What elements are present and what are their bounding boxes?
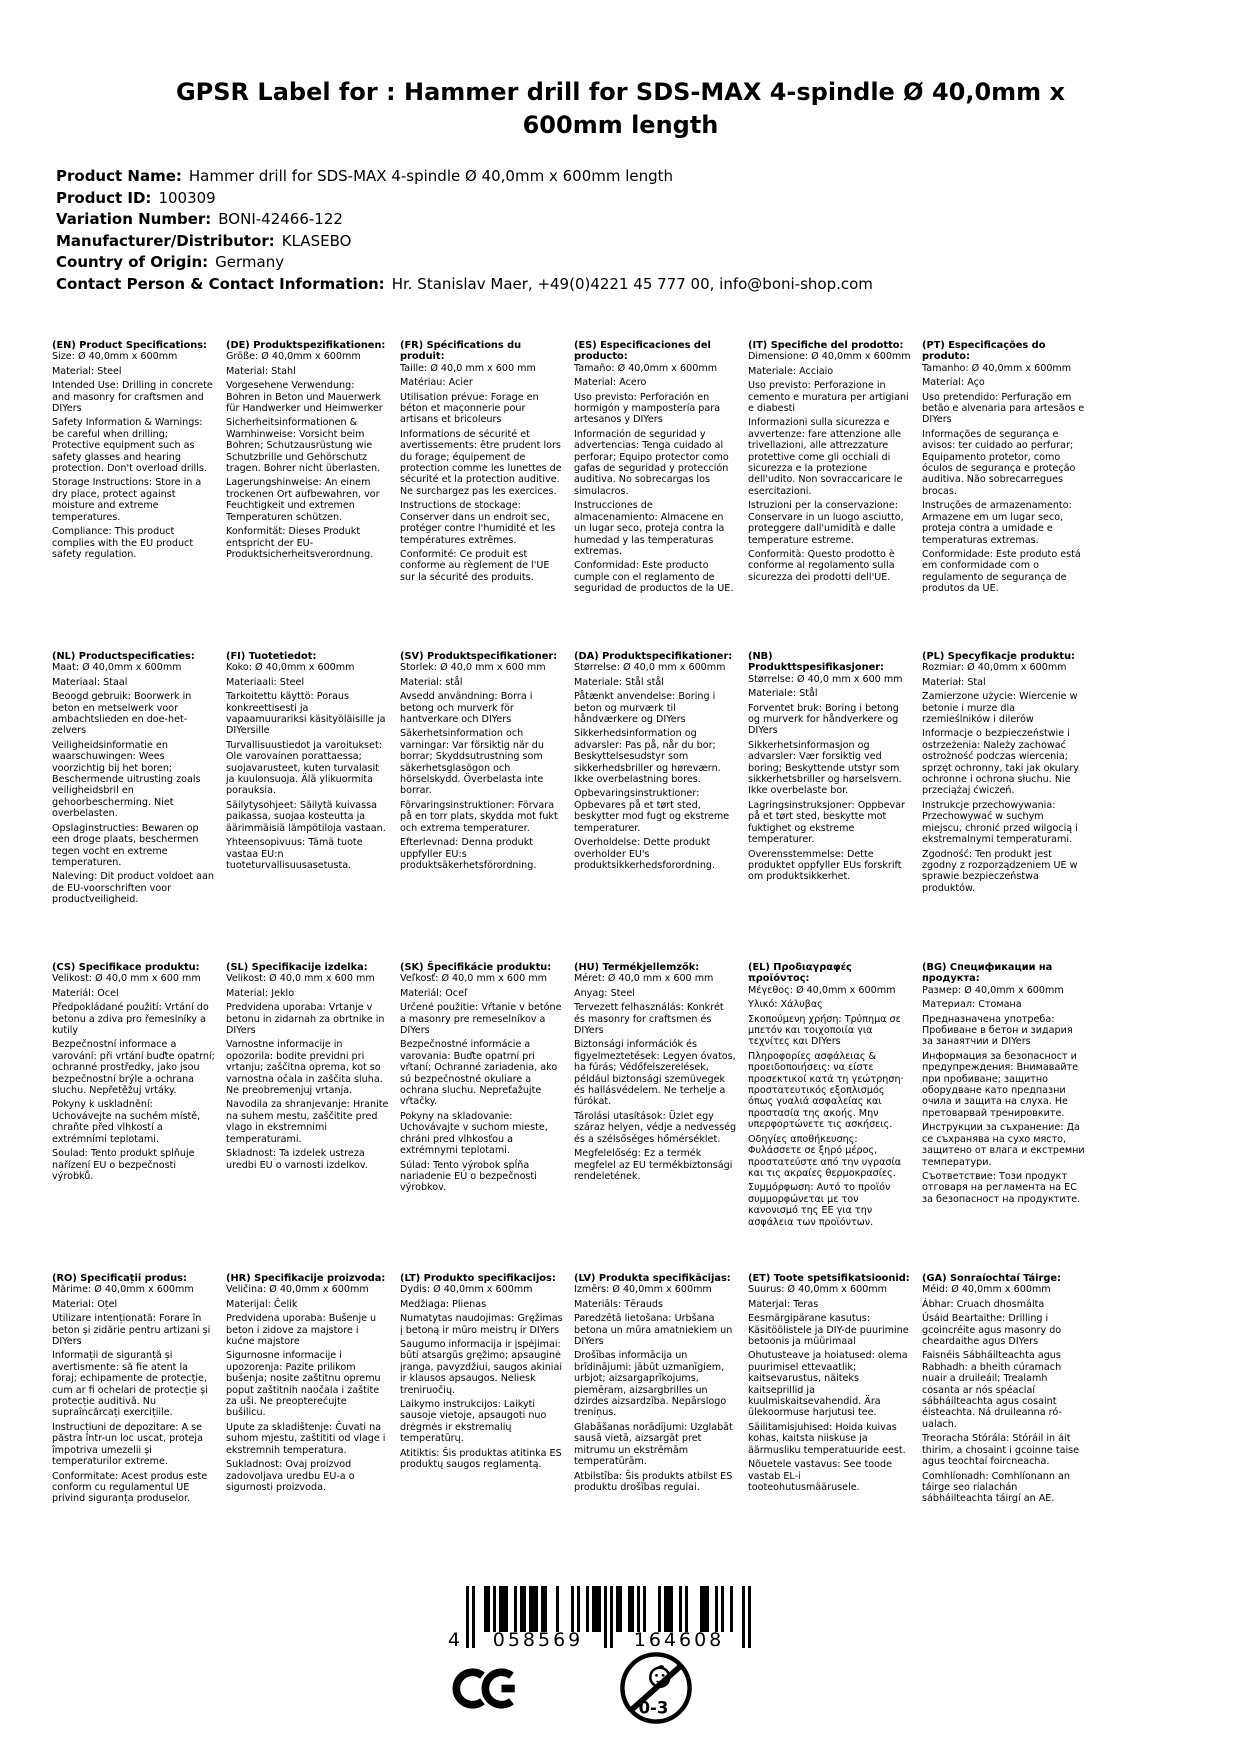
spec-paragraph: Lagerungshinweise: An einem trockenen Ort aufbewahren, vor Feuchtigkeit und extremen Temperaturen schützen.: [226, 477, 380, 523]
spec-paragraph: Skladnost: Ta izdelek ustreza uredbi EU o varnosti izdelkov.: [226, 1148, 368, 1171]
spec-paragraph: Materijal: Čelik: [226, 1298, 298, 1310]
spec-paragraph: Информация за безопасност и предупреждения: Внимавайте при пробиване; защитно оборудване като предпазни очила и защита на слуха. Не претоварвай тренировките.: [922, 1050, 1079, 1119]
spec-paragraph: Størrelse: Ø 40,0 mm x 600 mm: [748, 673, 903, 685]
language-block-lt: [400, 1273, 563, 1584]
spec-paragraph: Materiale: Acciaio: [748, 365, 834, 377]
language-block-ga: [922, 1273, 1085, 1584]
field-value: Hammer drill for SDS-MAX 4-spindle Ø 40,0mm x 600mm length: [188, 167, 674, 185]
language-block-nl: [52, 651, 215, 962]
spec-paragraph: Určené použitie: Vŕtanie v betóne a masonry pre remeselníkov a DIYers: [400, 1002, 562, 1037]
spec-title: (SK) Špecifikácie produktu:: [400, 962, 552, 973]
spec-paragraph: Utilisation prévue: Forage en béton et maçonnerie pour artisans et bricoleurs: [400, 391, 539, 426]
spec-paragraph: Utilizare intenționată: Forare în beton și zidărie pentru artizani și DIYers: [52, 1313, 211, 1348]
spec-paragraph: Yhteensopivuus: Tämä tuote vastaa EU:n tuoteturvallisuusasetusta.: [226, 837, 363, 871]
spec-paragraph: Sikkerhetsinformasjon og advarsler: Vær forsiktig ved boring; Beskyttende utstyr som sikkerhetsbriller og hørselsvern. Ikke overbelaste bor.: [748, 739, 902, 797]
product-info-row: [56, 231, 873, 253]
language-block-bg: [922, 962, 1085, 1273]
field-value: BONI-42466-122: [218, 210, 343, 228]
spec-paragraph: Nõuetele vastavus: See toode vastab EL-i tooteohutusmäärusele.: [748, 1459, 892, 1493]
spec-paragraph: Súlad: Tento výrobok spĺňa nariadenie EÚ o bezpečnosti výrobkov.: [400, 1159, 537, 1194]
ean-barcode: [436, 1586, 756, 1656]
spec-paragraph: Laikymo instrukcijos: Laikyti sausoje vietoje, apsaugoti nuo drėgmės ir ekstremalių temperatūrų.: [400, 1399, 547, 1445]
spec-title: (HU) Termékjellemzők:: [574, 962, 700, 973]
language-block-de: [226, 340, 389, 651]
spec-title: (IT) Specifiche del prodotto:: [748, 340, 904, 351]
spec-paragraph: Material: stål: [400, 676, 463, 688]
spec-paragraph: Material: Acero: [574, 377, 647, 389]
spec-paragraph: Istruzioni per la conservazione: Conservare in un luogo asciutto, proteggere dall'umidità e dalle temperature estreme.: [748, 500, 904, 546]
spec-paragraph: Conformité: Ce produit est conforme au règlement de l'UE sur la sécurité des produits.: [400, 548, 550, 583]
spec-paragraph: Material: Stahl: [226, 365, 296, 377]
spec-paragraph: Comhlíonadh: Comhlíonann an táirge seo rialachán sábháilteachta táirgí an AE.: [922, 1470, 1070, 1505]
spec-title: (FI) Tuotetiedot:: [226, 651, 317, 662]
spec-paragraph: Biztonsági információk és figyelmeztetések: Legyen óvatos, ha fúrás; Védőfelszerelések, például biztonsági szemüvegek és hallásvédelem. Ne terhelje a fúrókat.: [574, 1039, 736, 1108]
spec-paragraph: Οδηγίες αποθήκευσης: Φυλάσσετε σε ξηρό μέρος, προστατεύστε από την υγρασία και τις ακραίες θερμοκρασίες.: [748, 1133, 902, 1179]
field-value: Germany: [215, 253, 285, 271]
spec-paragraph: Veľkosť: Ø 40,0 mm x 600 mm: [400, 973, 547, 985]
spec-title: (HR) Specifikacije proizvoda:: [226, 1273, 386, 1284]
spec-paragraph: Soulad: Tento produkt splňuje nařízení EU o bezpečnosti výrobků.: [52, 1148, 195, 1182]
barcode-digits-group2: 164608: [633, 1629, 725, 1651]
spec-paragraph: Πληροφορίες ασφάλειας & προειδοποιήσεις: να είστε προσεκτικοί κατά τη γεώτρηση· προστατευτικός εξοπλισμός όπως γυαλιά ασφαλείας και προστασία της ακοής. Μην υπερφορτώνετε τις ασκήσεις.: [748, 1050, 904, 1131]
spec-paragraph: Konformität: Dieses Produkt entspricht der EU-Produktsicherheitsverordnung.: [226, 526, 374, 560]
spec-paragraph: Efterlevnad: Denna produkt uppfyller EU:s produktsäkerhetsförordning.: [400, 837, 537, 871]
spec-paragraph: Materiał: Stal: [922, 676, 986, 688]
spec-paragraph: Инструкции за съхранение: Да се съхранява на сухо място, защитено от влага и екстремни температури.: [922, 1122, 1085, 1168]
product-info-row: [56, 209, 873, 231]
spec-title: (EL) Προδιαγραφές προϊόντος:: [748, 962, 852, 985]
spec-title: (SV) Produktspecifikationer:: [400, 651, 558, 662]
spec-paragraph: Veiligheidsinformatie en waarschuwingen: Wees voorzichtig bij het boren; Beschermende uitrusting zoals veiligheidsbril en gehoorbescherming. Niet overbelasten.: [52, 739, 201, 820]
spec-paragraph: Material: Aço: [922, 377, 985, 389]
spec-paragraph: Drošības informācija un brīdinājumi: jābūt uzmanīgiem, urbjot; aizsargaprīkojums, piemēram, aizsargbrilles un dzirdes aizsardzība. Nepārslogo treniņus.: [574, 1350, 727, 1419]
language-block-hu: [574, 962, 737, 1273]
spec-paragraph: Conformidad: Este producto cumple con el reglamento de seguridad de productos de la UE.: [574, 560, 734, 595]
spec-paragraph: Conformità: Questo prodotto è conforme al regolamento sulla sicurezza dei prodotti dell'UE.: [748, 548, 895, 583]
spec-paragraph: Sukladnost: Ovaj proizvod zadovoljava uredbu EU-a o sigurnosti proizvoda.: [226, 1459, 355, 1493]
spec-paragraph: Sicherheitsinformationen & Warnhinweise: Vorsicht beim Bohren; Schutzausrüstung wie Schutzbrille und Gehörschutz tragen. Bohrer nicht überlasten.: [226, 417, 381, 475]
spec-title: (RO) Specificații produs:: [52, 1273, 187, 1284]
spec-paragraph: Conformidade: Este produto está em conformidade com o regulamento de segurança de produtos da UE.: [922, 548, 1081, 595]
language-block-pt: [922, 340, 1085, 651]
language-block-cs: [52, 962, 215, 1273]
field-value: KLASEBO: [281, 231, 352, 250]
spec-paragraph: Informazioni sulla sicurezza e avvertenze: fare attenzione alle trivellazioni, alle attrezzature protettive come gli occhiali di sicurezza e la protezione dell'udito. Non sovraccaricare le esercitazioni.: [748, 417, 903, 497]
age-warning-0-3-icon: [618, 1650, 694, 1730]
spec-paragraph: Instructions de stockage: Conserver dans un endroit sec, protéger contre l'humidité et les températures extrêmes.: [400, 500, 556, 546]
language-block-it: [748, 340, 911, 651]
spec-paragraph: Forventet bruk: Boring i betong og murverk for håndverkere og DIYers: [748, 702, 899, 737]
spec-paragraph: Zgodność: Ten produkt jest zgodny z rozporządzeniem UE w sprawie bezpieczeństwa produktów.: [922, 848, 1078, 894]
spec-paragraph: Naleving: Dit product voldoet aan de EU-voorschriften voor productveiligheid.: [52, 871, 214, 906]
barcode-digit-left: 4: [447, 1629, 460, 1651]
spec-paragraph: Materiale: Stål stål: [574, 676, 664, 688]
spec-paragraph: Lagringsinstruksjoner: Oppbevar på et tørt sted, beskytte mot fuktighet og ekstreme temperaturer.: [748, 799, 905, 846]
product-info: [56, 166, 873, 295]
spec-paragraph: Påtænkt anvendelse: Boring i beton og murværk til håndværkere og DIYers: [574, 691, 716, 726]
spec-paragraph: Paredzētā lietošana: Urbšana betona un mūra amatniekiem un DIYers: [574, 1313, 733, 1348]
language-block-sv: [400, 651, 563, 962]
spec-paragraph: Informacje o bezpieczeństwie i ostrzeżenia: Należy zachować ostrożność podczas wiercenia; sprzęt ochronny, taki jak okulary ochronne i ochrona słuchu. Nie przeciążaj ćwiczeń.: [922, 728, 1079, 797]
spec-paragraph: Předpokládané použití: Vrtání do betonu a zdiva pro řemeslníky a kutily: [52, 1002, 209, 1037]
spec-paragraph: Uso previsto: Perforación en hormigón y mampostería para artesanos y DIYers: [574, 391, 721, 426]
spec-paragraph: Koko: Ø 40,0mm x 600mm: [226, 662, 355, 674]
spec-paragraph: Velikost: Ø 40,0 mm x 600 mm: [52, 973, 201, 985]
spec-paragraph: Safety Information & Warnings: be careful when drilling; Protective equipment such as safety glasses and hearing protection. Don't overload drills.: [52, 417, 207, 475]
spec-paragraph: Pokyny na skladovanie: Uchovávajte v suchom mieste, chráni pred vlhkosťou a extrémnymi teplotami.: [400, 1110, 548, 1157]
spec-title: (EN) Product Specifications:: [52, 340, 207, 351]
spec-paragraph: Materiaal: Staal: [52, 676, 128, 688]
spec-paragraph: Съответствие: Този продукт отговаря на регламента на ЕС за безопасност на продуктите.: [922, 1170, 1081, 1205]
language-block-da: [574, 651, 737, 962]
language-block-fr: [400, 340, 563, 651]
spec-paragraph: Materiale: Stål: [748, 688, 818, 700]
spec-paragraph: Materiaali: Steel: [226, 676, 305, 688]
field-label: Manufacturer/Distributor:: [56, 231, 275, 250]
spec-paragraph: Megfelelőség: Ez a termék megfelel az EU termékbiztonsági rendeletének.: [574, 1148, 733, 1182]
spec-paragraph: Bezpečnostné informácie a varovania: Buďte opatrní pri vŕtaní; Ochranné zariadenia, ako sú bezpečnostné okuliare a ochrana sluchu. Nepreťažujte vŕtačky.: [400, 1039, 558, 1108]
product-info-row: [56, 166, 873, 188]
spec-title: (LT) Produkto specifikacijos:: [400, 1273, 556, 1284]
spec-paragraph: Izmērs: Ø 40,0mm x 600mm: [574, 1284, 712, 1296]
spec-title: (ES) Especificaciones del producto:: [574, 340, 711, 363]
spec-paragraph: Ohutusteave ja hoiatused: olema puurimisel ettevaatlik; kaitsevarustus, näiteks kaitseprillid ja kuulmiskaitsevahendid. Ära ülekoormuse harjutusi tee.: [748, 1350, 908, 1419]
spec-paragraph: Opbevaringsinstruktioner: Opbevares på et tørt sted, beskytter mod fugt og ekstreme temperaturer.: [574, 788, 730, 834]
spec-paragraph: Información de seguridad y advertencias: Tenga cuidado al perforar; Equipo protector como gafas de seguridad y protección auditiva. No sobrecargas los simulacros.: [574, 428, 729, 497]
language-block-sl: [226, 962, 389, 1273]
spec-paragraph: Maat: Ø 40,0mm x 600mm: [52, 662, 182, 674]
spec-paragraph: Upute za skladištenje: Čuvati na suhom mjestu, zaštititi od vlage i ekstremnih temperatura.: [226, 1421, 386, 1456]
spec-paragraph: Sikkerhedsinformation og advarsler: Pas på, når du bor; Beskyttelsesudstyr som sikkerhedsbriller og høreværn. Ikke overbelastning bores.: [574, 728, 721, 786]
spec-paragraph: Turvallisuustiedot ja varoitukset: Ole varovainen porattaessa; suojavarusteet, kuten turvalasit ja kuulonsuoja. Älä ylikuormita porauksia.: [226, 739, 382, 797]
spec-paragraph: Úsáid Beartaithe: Drilling i gcoincréite agus masonry do cheardaithe agus DIYers: [922, 1313, 1062, 1348]
spec-paragraph: Beoogd gebruik: Boorwerk in beton en metselwerk voor ambachtslieden en doe-het-zelvers: [52, 691, 192, 737]
spec-paragraph: Instrucciones de almacenamiento: Almacene en un lugar seco, proteja contra la humedad y las temperaturas extremas.: [574, 500, 725, 557]
spec-paragraph: Material: Steel: [52, 365, 122, 377]
spec-paragraph: Compliance: This product complies with the EU product safety regulation.: [52, 526, 194, 560]
field-label: Contact Person & Contact Information:: [56, 274, 385, 293]
spec-title: (LV) Produkta specifikācijas:: [574, 1273, 731, 1284]
spec-paragraph: Instrukcje przechowywania: Przechowywać w suchym miejscu, chronić przed wilgocią i ekstremalnymi temperaturami.: [922, 799, 1078, 846]
spec-paragraph: Tarkoitettu käyttö: Poraus konkreettisesti ja vapaamuurariksi käsityöläisille ja DIYersille: [226, 691, 386, 737]
language-block-sk: [400, 962, 563, 1273]
field-label: Product ID:: [56, 188, 152, 207]
spec-paragraph: Tervezett felhasználás: Konkrét és masonry for craftsmen és DIYers: [574, 1002, 724, 1037]
spec-paragraph: Intended Use: Drilling in concrete and masonry for craftsmen and DIYers: [52, 380, 213, 415]
spec-paragraph: Dimensione: Ø 40,0mm x 600mm: [748, 351, 911, 363]
language-block-en: [52, 340, 215, 651]
spec-paragraph: Atitiktis: Šis produktas atitinka ES produktų saugos reglamentą.: [400, 1447, 562, 1471]
spec-paragraph: Tamaño: Ø 40,0mm x 600mm: [574, 362, 718, 374]
spec-paragraph: Avsedd användning: Borra i betong och murverk för hantverkare och DIYers: [400, 691, 533, 726]
spec-paragraph: Veličina: Ø 40,0mm x 600mm: [226, 1284, 369, 1296]
spec-paragraph: Predvidena uporaba: Vrtanje v betonu in zidarnah za obrtnike in DIYers: [226, 1002, 385, 1037]
spec-paragraph: Sigurnosne informacije i upozorenja: Pazite prilikom bušenja; nosite zaštitnu opremu poput zaštitnih naočala i zaštite za uši. Ne preopterećujte bušilicu.: [226, 1350, 381, 1419]
spec-paragraph: Matériau: Acier: [400, 377, 473, 389]
spec-paragraph: Materiál: Ocel: [52, 987, 119, 999]
spec-paragraph: Tárolási utasítások: Üzlet egy száraz helyen, védje a nedvesség és a szélsőséges hőmérséklet.: [574, 1110, 737, 1145]
spec-paragraph: Zamierzone użycie: Wiercenie w betonie i murze dla rzemieślników i dilerów: [922, 691, 1078, 726]
language-block-pl: [922, 651, 1085, 962]
spec-paragraph: Μέγεθος: Ø 40,0mm x 600mm: [748, 984, 896, 996]
spec-paragraph: Informations de sécurité et avertissements: être prudent lors du forage; équipement de protection comme les lunettes de sécurité et la protection auditive. Ne surchargez pas les exercices.: [400, 428, 562, 497]
spec-paragraph: Instrucțiuni de depozitare: A se păstra într-un loc uscat, proteja împotriva umezelii și temperaturilor extreme.: [52, 1421, 203, 1468]
spec-paragraph: Υλικό: Χάλυβας: [748, 999, 823, 1011]
spec-paragraph: Informações de segurança e avisos: ter cuidado ao perfurar; Equipamento protetor, como óculos de segurança e proteção auditiva. Não sobrecarregues brocas.: [922, 428, 1076, 497]
spec-paragraph: Opslaginstructies: Bewaren op een droge plaats, beschermen tegen vocht en extreme temperaturen.: [52, 822, 199, 868]
language-block-lv: [574, 1273, 737, 1584]
spec-paragraph: Navodila za shranjevanje: Hranite na suhem mestu, zaščitite pred vlago in ekstremnimi temperaturami.: [226, 1099, 389, 1145]
spec-paragraph: Предназначена употреба: Пробиване в бетон и зидария за занаятчии и DIYers: [922, 1013, 1073, 1048]
spec-paragraph: Materjal: Teras: [748, 1298, 819, 1310]
spec-paragraph: Размер: Ø 40,0mm x 600mm: [922, 984, 1064, 996]
spec-paragraph: Materiāls: Tērauds: [574, 1298, 664, 1310]
spec-paragraph: Conformitate: Acest produs este conform cu regulamentul UE privind siguranța produselor.: [52, 1470, 208, 1505]
spec-paragraph: Méret: Ø 40,0 mm x 600 mm: [574, 973, 714, 985]
spec-title: (BG) Спецификации на продукта:: [922, 962, 1053, 985]
spec-paragraph: Uso pretendido: Perfuração em betão e alvenaria para artesãos e DIYers: [922, 391, 1085, 426]
spec-paragraph: Varnostne informacije in opozorila: bodite previdni pri vrtanju; zaščitna oprema, kot so varnostna očala in zaščita sluha. Ne preobremenjuj vrtanja.: [226, 1039, 383, 1097]
spec-paragraph: Dydis: Ø 40,0mm x 600mm: [400, 1284, 533, 1296]
field-label: Country of Origin:: [56, 253, 209, 271]
spec-paragraph: Material: Jeklo: [226, 987, 295, 999]
language-block-fi: [226, 651, 389, 962]
spec-paragraph: Instruções de armazenamento: Armazene em um lugar seco, proteja contra a umidade e temperaturas extremas.: [922, 500, 1072, 546]
language-grid: [52, 340, 1088, 1584]
spec-paragraph: Méid: Ø 40,0mm x 600mm: [922, 1284, 1051, 1296]
spec-paragraph: Saugumo informacija ir įspėjimai: būti atsargūs gręžimo; apsauginė įranga, pavyzdžiui, saugos akiniai ir klausos apsaugos. Neliesk treniruočių.: [400, 1339, 562, 1396]
spec-paragraph: Taille: Ø 40,0 mm x 600 mm: [400, 362, 536, 374]
language-block-hr: [226, 1273, 389, 1584]
spec-paragraph: Σκοπούμενη χρήση: Τρύπημα σε μπετόν και τοιχοποιία για τεχνίτες και DIYers: [748, 1013, 901, 1048]
spec-paragraph: Storlek: Ø 40,0 mm x 600 mm: [400, 662, 546, 674]
spec-paragraph: Säilitamisjuhised: Hoida kuivas kohas, kaitsta niiskuse ja äärmusliku temperatuuride eest.: [748, 1421, 906, 1456]
spec-paragraph: Material: Oțel: [52, 1298, 118, 1310]
product-info-row: [56, 188, 873, 210]
spec-paragraph: Materiál: Oceľ: [400, 987, 468, 999]
spec-paragraph: Συμμόρφωση: Αυτό το προϊόν συμμορφώνεται με τον κανονισμό της ΕΕ για την ασφάλεια των προϊόντων.: [748, 1182, 891, 1228]
spec-paragraph: Numatytas naudojimas: Gręžimas į betoną ir mūro meistrų ir DIYers: [400, 1313, 563, 1336]
field-value: 100309: [158, 188, 216, 207]
spec-title: (ET) Toote spetsifikatsioonid:: [748, 1273, 910, 1284]
spec-paragraph: Säilytysohjeet: Säilytä kuivassa paikassa, suojaa kosteutta ja äärimmäisiä lämpötiloja vastaan.: [226, 799, 386, 834]
spec-paragraph: Overensstemmelse: Dette produktet oppfyller EUs forskrift om produktsikkerhet.: [748, 848, 902, 883]
language-block-el: [748, 962, 911, 1273]
field-value: Hr. Stanislav Maer, +49(0)4221 45 777 00, info@boni-shop.com: [391, 274, 873, 293]
spec-paragraph: Rozmiar: Ø 40,0mm x 600mm: [922, 662, 1067, 674]
spec-paragraph: Glabāšanas norādījumi: Uzglabāt sausā vietā, aizsargāt pret mitrumu un ekstrēmām temperatūrām.: [574, 1421, 733, 1468]
spec-paragraph: Säkerhetsinformation och varningar: Var försiktig när du borrar; Skyddsutrustning som säkerhetsglasögon och hörselskydd. Överbelasta inte borrar.: [400, 728, 544, 797]
spec-paragraph: Материал: Стомана: [922, 999, 1022, 1011]
field-label: Product Name:: [56, 167, 182, 185]
product-info-row: [56, 274, 873, 296]
page-title: GPSR Label for : Hammer drill for SDS-MAX 4-spindle Ø 40,0mm x 600mm length: [175, 78, 1066, 140]
ce-mark-icon: [452, 1666, 522, 1715]
spec-paragraph: Medžiaga: Plienas: [400, 1298, 487, 1310]
spec-paragraph: Mărime: Ø 40,0mm x 600mm: [52, 1284, 194, 1296]
product-info-row: [56, 252, 873, 274]
spec-paragraph: Förvaringsinstruktioner: Förvara på en torr plats, skydda mot fukt och extrema temperaturer.: [400, 799, 558, 834]
spec-title: (DE) Produktspezifikationen:: [226, 340, 386, 351]
language-block-et: [748, 1273, 911, 1584]
language-block-nb: [748, 651, 911, 962]
spec-paragraph: Bezpečnostní informace a varování: při vrtání buďte opatrní; ochranné prostředky, jako jsou bezpečnostní brýle a ochrana sluchu. Nepřetěžuj vrtáky.: [52, 1039, 215, 1097]
spec-title: (NB) Produkttspesifikasjoner:: [748, 651, 884, 674]
spec-paragraph: Größe: Ø 40,0mm x 600mm: [226, 351, 361, 363]
spec-paragraph: Size: Ø 40,0mm x 600mm: [52, 351, 178, 363]
spec-paragraph: Overholdelse: Dette produkt overholder EU's produktsikkerhedsforordning.: [574, 837, 716, 871]
spec-title: (DA) Produktspecifikationer:: [574, 651, 733, 662]
spec-title: (GA) Sonraíochtaí Táirge:: [922, 1273, 1061, 1284]
spec-paragraph: Treoracha Stórála: Stóráil in áit thirim, a chosaint i gcoinne taise agus teochtaí foircneacha.: [922, 1433, 1080, 1468]
spec-paragraph: Informații de siguranță și avertismente: să fie atent la foraj; echipamente de protecție, cum ar fi ochelari de protecție și protecție auditivă. Nu supraîncărcați exercițiile.: [52, 1350, 208, 1419]
spec-title: (PT) Especificações do produto:: [922, 340, 1046, 363]
spec-title: (FR) Spécifications du produit:: [400, 340, 522, 363]
spec-paragraph: Predvidena uporaba: Bušenje u beton i zidove za majstore i kućne majstore: [226, 1313, 377, 1348]
spec-paragraph: Ábhar: Cruach dhosmálta: [922, 1298, 1045, 1310]
spec-title: (SL) Specifikacije izdelka:: [226, 962, 368, 973]
spec-paragraph: Tamanho: Ø 40,0mm x 600mm: [922, 362, 1072, 374]
field-label: Variation Number:: [56, 210, 212, 228]
spec-paragraph: Vorgesehene Verwendung: Bohren in Beton und Mauerwerk für Handwerker und Heimwerker: [226, 380, 383, 415]
spec-paragraph: Velikost: Ø 40,0 mm x 600 mm: [226, 973, 375, 985]
spec-paragraph: Uso previsto: Perforazione in cemento e muratura per artigiani e diabesti: [748, 380, 909, 415]
spec-title: (NL) Productspecificaties:: [52, 651, 195, 662]
spec-paragraph: Størrelse: Ø 40,0 mm x 600mm: [574, 662, 726, 674]
spec-paragraph: Anyag: Steel: [574, 987, 635, 999]
barcode-digits-group1: 058569: [492, 1629, 584, 1651]
spec-paragraph: Pokyny k uskladnění: Uchovávejte na suchém místě, chraňte před vlhkostí a extrémními teplotami.: [52, 1099, 201, 1145]
spec-paragraph: Faisnéis Sábháilteachta agus Rabhadh: a bheith cúramach nuair a druileáil; Trealamh cosanta ar nós spéaclaí sábháilteachta agus cosaint éisteachta. Ná druileanna ró-ualach.: [922, 1350, 1062, 1430]
spec-paragraph: Atbilstība: Šis produkts atbilst ES produktu drošības regulai.: [574, 1470, 733, 1493]
spec-paragraph: Suurus: Ø 40,0mm x 600mm: [748, 1284, 887, 1296]
spec-title: (CS) Specifikace produktu:: [52, 962, 200, 973]
language-block-es: [574, 340, 737, 651]
spec-paragraph: Eesmärgipärane kasutus: Käsitöölistele ja DIY-de puurimine betoonis ja müürimaal: [748, 1313, 909, 1348]
spec-paragraph: Storage Instructions: Store in a dry place, protect against moisture and extreme temperatures.: [52, 477, 202, 523]
language-block-ro: [52, 1273, 215, 1584]
spec-title: (PL) Specyfikacje produktu:: [922, 651, 1075, 662]
age-warning-label: 0-3: [638, 1698, 669, 1718]
